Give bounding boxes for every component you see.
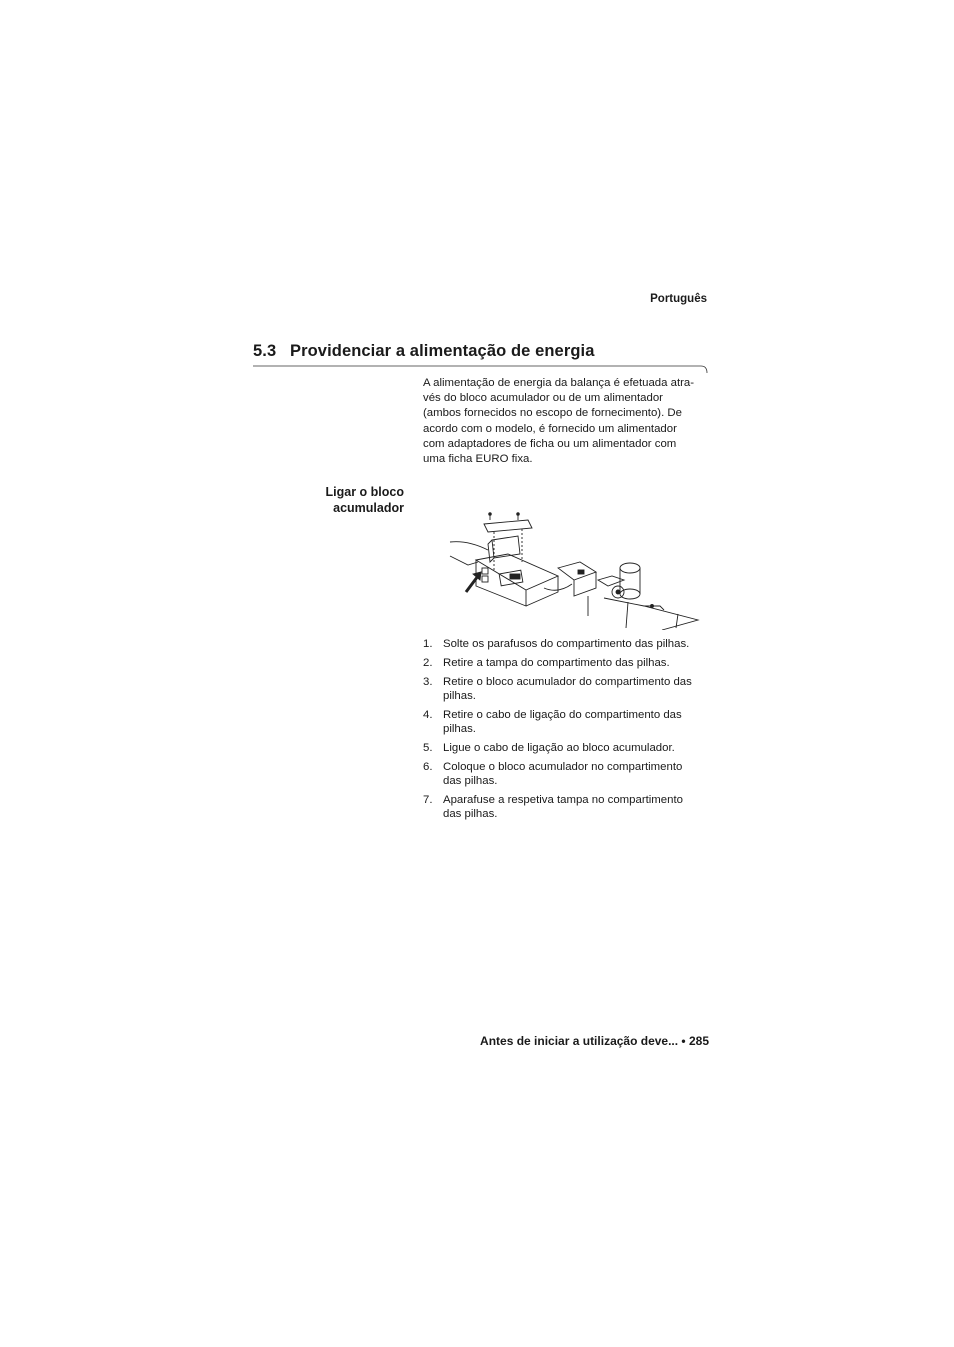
step-text: Coloque o bloco acumulador no compartimento — [443, 760, 683, 773]
step-text: Retire o cabo de ligação do compartimento das — [443, 708, 682, 721]
language-label: Português — [650, 293, 707, 305]
list-item — [423, 741, 708, 755]
step-number: 6. — [423, 760, 433, 773]
intro-line: vés do bloco acumulador ou de um alimentador — [423, 392, 663, 405]
step-text: das pilhas. — [443, 808, 498, 821]
intro-paragraph — [423, 376, 708, 467]
step-number: 5. — [423, 742, 433, 754]
step-text: das pilhas. — [443, 775, 498, 788]
section-number: 5.3 — [253, 342, 277, 360]
step-text: Aparafuse a respetiva tampa no compartimento — [443, 794, 683, 806]
list-item — [423, 708, 708, 737]
intro-line: acordo com o modelo, é fornecido um alimentador — [423, 422, 677, 435]
step-text: Retire o bloco acumulador do compartimento das — [443, 675, 692, 688]
subheading — [326, 484, 404, 516]
subheading-line: Ligar o bloco — [325, 485, 404, 499]
intro-line: com adaptadores de ficha ou um alimentador com — [423, 437, 677, 450]
list-item — [423, 675, 708, 704]
step-number: 7. — [423, 794, 433, 806]
intro-line: uma ficha EURO fixa. — [423, 453, 533, 466]
battery-compartment-illustration — [448, 510, 700, 630]
step-text: Retire a tampa do compartimento das pilhas. — [443, 656, 670, 669]
step-number: 4. — [423, 708, 433, 721]
step-number: 3. — [423, 675, 433, 688]
step-number: 2. — [423, 656, 433, 669]
step-text: Solte os parafusos do compartimento das pilhas. — [443, 638, 690, 650]
list-item — [423, 760, 708, 789]
list-item — [423, 793, 708, 822]
list-item — [423, 656, 708, 670]
intro-line: (ambos fornecidos no escopo de fornecimento). De — [423, 407, 682, 420]
list-item — [423, 637, 708, 651]
section-heading — [253, 342, 595, 361]
step-text: pilhas. — [443, 690, 476, 702]
intro-line: A alimentação de energia da balança é efetuada atra- — [423, 377, 695, 389]
page-footer: Antes de iniciar a utilização deve... • 285 — [480, 1034, 709, 1048]
subheading-line: acumulador — [333, 501, 404, 515]
heading-rule — [253, 365, 708, 375]
section-title: Providenciar a alimentação de energia — [290, 342, 595, 360]
step-number: 1. — [423, 638, 433, 650]
step-text: Ligue o cabo de ligação ao bloco acumulador. — [443, 742, 675, 754]
steps-list — [423, 637, 708, 826]
step-text: pilhas. — [443, 723, 476, 736]
